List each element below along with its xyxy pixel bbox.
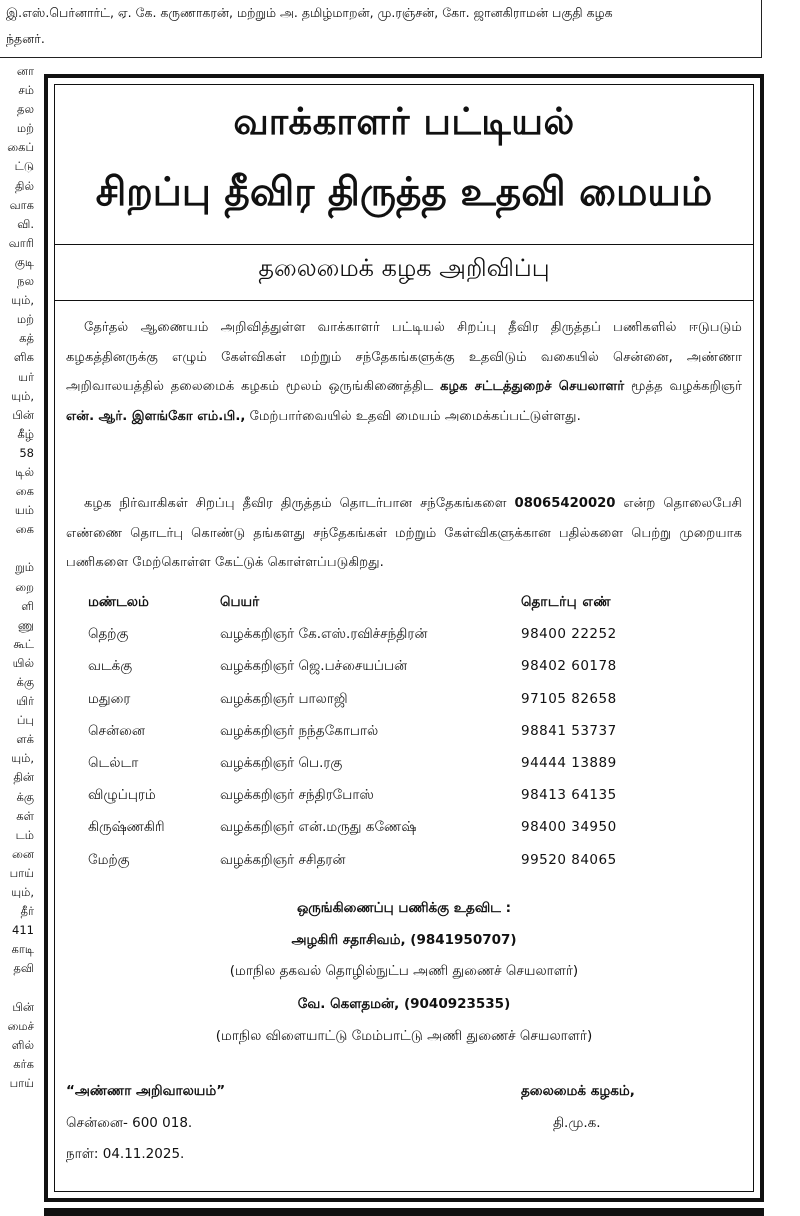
- left-column-fragment: டம்: [15, 827, 34, 842]
- zone-cell: கிருஷ்ணகிரி: [88, 819, 165, 836]
- name-cell: வழக்கறிஞர் கே.எஸ்.ரவிச்சந்திரன்: [220, 626, 428, 643]
- name-cell: வழக்கறிஞர் சந்திரபோஸ்: [220, 787, 374, 804]
- left-column-fragment: யும்,: [11, 388, 34, 403]
- left-column-fragment: யிர்: [16, 694, 34, 709]
- zone-cell: டெல்டா: [88, 754, 139, 771]
- left-column-fragment: தவி: [13, 961, 34, 976]
- left-column-fragment: மற்: [16, 121, 34, 136]
- top-article-line: இ.எஸ்.பெர்னார்ட், ஏ. கே. கருணாகரன், மற்றும் அ. தமிழ்மாறன், மு.ரஞ்சன், கோ. ஜானகிராமன் பகுதி கழக: [6, 5, 613, 20]
- left-column-fragment: கைப்: [7, 140, 34, 155]
- left-column-fragment: ளி: [21, 598, 34, 613]
- left-column-fragment: பின்: [12, 407, 34, 422]
- left-column-fragment: னை: [11, 846, 34, 861]
- coordinator-1: அழகிரி சதாசிவம், (9841950707): [291, 932, 517, 948]
- left-column-fragment: றை: [15, 579, 34, 594]
- footer-venue: “அண்ணா அறிவாலயம்”: [66, 1083, 226, 1099]
- left-column-fragments: [0, 62, 34, 1214]
- left-column-fragment: ணு: [17, 617, 34, 632]
- coordinator-2: வே. கௌதமன், (9040923535): [297, 996, 511, 1012]
- left-column-fragment: காடி: [11, 942, 34, 957]
- phone-cell: 98413 64135: [521, 787, 617, 804]
- left-column-fragment: மைச்: [7, 1018, 34, 1033]
- header-zone: மண்டலம்: [88, 594, 149, 610]
- paragraph-2: [66, 489, 742, 578]
- phone-cell: 99520 84065: [521, 851, 617, 868]
- phone-cell: 94444 13889: [521, 754, 617, 771]
- left-column-fragment: ப்பு: [16, 713, 34, 728]
- para1-text: தேர்தல் ஆணையம் அறிவித்துள்ள வாக்காளர் பட்டியல் சிறப்பு தீவிர திருத்தப் பணிகளில் ஈடுபடும் கழகத்தினருக்கு எழும் கேள்விகள் மற்றும் சந்தேகங்களுக்கு உதவிடும் வகையில் சென்னை, அண்ணா அறிவாலயத்தில் தலைமைக் கழகம் மூலம் ஒருங்கிணைத்திட: [66, 320, 742, 394]
- paragraph-1: [66, 313, 742, 431]
- left-column-fragment: னா: [16, 64, 34, 78]
- helpline-number: 08065420020: [514, 496, 616, 511]
- left-column-fragment: தீர்: [20, 904, 34, 919]
- coordination-heading: ஒருங்கிணைப்பு பணிக்கு உதவிட :: [296, 900, 512, 916]
- left-column-fragment: கள்: [16, 808, 34, 823]
- para1-bold-title: கழக சட்டத்துறைச் செயலாளர்: [440, 379, 625, 394]
- para2-text: கழக நிர்வாகிகள் சிறப்பு தீவிர திருத்தம் தொடர்பான சந்தேகங்களை: [84, 496, 507, 511]
- para1-bold-name: என். ஆர். இளங்கோ எம்.பி.,: [66, 408, 246, 424]
- name-cell: வழக்கறிஞர் என்.மருது கணேஷ்: [220, 819, 417, 836]
- left-column-fragment: பாய்: [9, 1075, 34, 1090]
- left-column-fragment: கை: [15, 522, 34, 537]
- left-column-fragment: க்கு: [16, 789, 34, 804]
- table-row: [88, 844, 748, 876]
- left-column-fragment: யும்,: [11, 293, 34, 308]
- name-cell: வழக்கறிஞர் ஜெ.பச்சையப்பன்: [220, 658, 408, 675]
- left-column-fragment: கூட்: [13, 636, 34, 651]
- left-column-fragment: 411: [12, 923, 34, 938]
- coordinator-1-role: (மாநில தகவல் தொழில்நுட்ப அணி துணைச் செயலாளர்): [229, 963, 579, 979]
- left-column-fragment: யம்: [14, 503, 34, 518]
- zone-cell: விழுப்புரம்: [88, 787, 156, 804]
- zone-cell: தெற்கு: [88, 626, 129, 643]
- para1-text: மேற்பார்வையில் உதவி மையம் அமைக்கப்பட்டுள்ளது.: [249, 408, 581, 424]
- table-row: [88, 779, 748, 811]
- left-column-fragment: க்கு: [16, 675, 34, 689]
- left-column-fragment: மற்: [16, 312, 34, 327]
- phone-cell: 98402 60178: [521, 658, 617, 675]
- notice-subtitle: தலைமைக் கழக அறிவிப்பு: [258, 254, 550, 282]
- top-article-text: [6, 0, 758, 52]
- left-column-fragment: யும்,: [11, 751, 34, 766]
- footer-date: நாள்: 04.11.2025.: [66, 1146, 185, 1162]
- footer-address: சென்னை- 600 018.: [66, 1115, 193, 1131]
- left-column-fragment: யும்,: [11, 885, 34, 900]
- left-column-fragment: பின்: [12, 999, 34, 1014]
- left-column-fragment: கர்க: [13, 1056, 34, 1071]
- left-column-fragment: டில்: [15, 464, 34, 479]
- left-column-fragment: கீழ்: [17, 426, 34, 441]
- notice-title-line2: சிறப்பு தீவிர திருத்த உதவி மையம்: [95, 170, 713, 215]
- left-column-fragment: ட்டு: [14, 159, 34, 174]
- left-column-fragment: சம்: [18, 83, 34, 98]
- left-column-fragment: தின்: [13, 770, 34, 785]
- para1-text: மூத்த வழக்கறிஞர்: [631, 379, 742, 394]
- phone-cell: 98841 53737: [521, 722, 617, 739]
- left-column-fragment: குடி: [14, 254, 34, 269]
- left-column-fragment: [0, 539, 34, 558]
- left-column-fragment: றும்: [15, 560, 34, 575]
- left-column-fragment: [0, 979, 34, 998]
- table-row: [88, 618, 748, 650]
- table-row: [88, 650, 748, 682]
- table-row: [88, 683, 748, 715]
- left-column-fragment: கத்: [19, 331, 34, 346]
- table-row: [88, 811, 748, 843]
- left-column-fragment: ளிக: [13, 350, 34, 365]
- left-column-fragment: பாய்: [9, 865, 34, 880]
- zone-cell: சென்னை: [88, 722, 145, 739]
- bottom-border: [44, 1208, 764, 1216]
- table-header: [88, 586, 748, 618]
- phone-cell: 98400 22252: [521, 626, 617, 643]
- left-column-fragment: தல: [16, 102, 34, 117]
- left-column-fragment: ளில்: [11, 1037, 34, 1052]
- left-column-fragment: வாரி: [8, 235, 34, 250]
- left-column-fragment: நல: [17, 274, 34, 289]
- header-name: பெயர்: [220, 594, 260, 610]
- left-column-fragment: வாக: [9, 197, 34, 212]
- name-cell: வழக்கறிஞர் பாலாஜி: [220, 690, 348, 707]
- left-column-fragment: ளக்: [16, 732, 34, 747]
- left-column-fragment: வி.: [17, 216, 34, 231]
- left-column-fragment: யர்: [18, 369, 34, 384]
- left-column-fragment: 58: [19, 445, 34, 460]
- zone-cell: மதுரை: [88, 690, 131, 707]
- header-contact: தொடர்பு எண்: [521, 594, 612, 610]
- table-row: [88, 715, 748, 747]
- notice-title-line1: வாக்காளர் பட்டியல்: [233, 100, 575, 143]
- para2-text: என்ற தொலைபேசி எண்ணை தொடர்பு கொண்டு தங்களது சந்தேகங்கள் மற்றும் கேள்விகளுக்கான பதில்களை பெற்று முறையாக பணிகளை மேற்கொள்ள கேட்டுக் கொள்ளப்படுகிறது.: [66, 496, 743, 570]
- footer-issuer: தலைமைக் கழகம்,: [521, 1083, 635, 1099]
- phone-cell: 98400 34950: [521, 819, 617, 836]
- coordinator-2-role: (மாநில விளையாட்டு மேம்பாட்டு அணி துணைச் செயலாளர்): [215, 1028, 593, 1044]
- zone-cell: வடக்கு: [88, 658, 133, 675]
- left-column-fragment: கை: [15, 484, 34, 499]
- phone-cell: 97105 82658: [521, 690, 617, 707]
- zone-cell: மேற்கு: [88, 851, 130, 868]
- divider: [54, 300, 754, 301]
- name-cell: வழக்கறிஞர் பெ.ரகு: [220, 754, 343, 771]
- footer-party: தி.மு.க.: [553, 1115, 601, 1131]
- divider: [54, 244, 754, 245]
- table-row: [88, 747, 748, 779]
- name-cell: வழக்கறிஞர் நந்தகோபால்: [220, 722, 379, 739]
- contact-table: [88, 586, 748, 876]
- name-cell: வழக்கறிஞர் சசிதரன்: [220, 851, 346, 868]
- left-column-fragment: தில்: [15, 178, 34, 193]
- left-column-fragment: யில்: [12, 655, 34, 670]
- top-article-line: ந்தனர்.: [6, 31, 45, 46]
